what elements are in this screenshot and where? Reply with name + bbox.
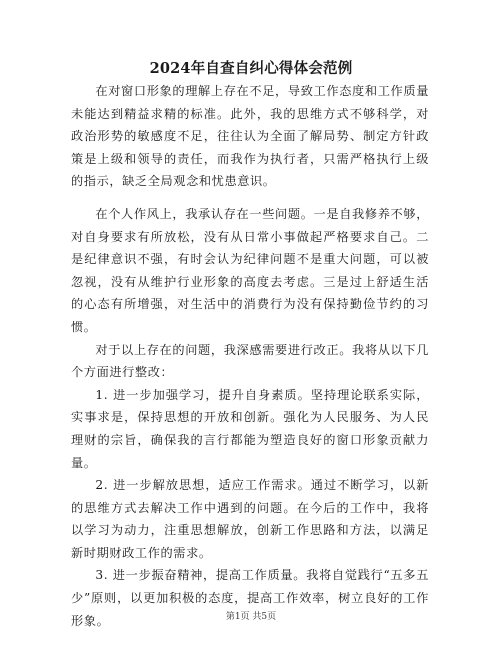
document-title: 2024年自查自纠心得体会范例 — [149, 60, 353, 77]
page-number-footer: 第1页 共5页 — [225, 612, 277, 622]
paragraph-2: 在个人作风上，我承认存在一些问题。一是自我修养不够，对自身要求有所放松，没有从日常小事做起严格要求自己。二是纪律意识不强，有时会认为纪律问题不是重大问题，可以被忽视，没有从维护行业形象的高度去考虑。三是过上舒适生活的心态有所增强，对生活中的消费行为没有保持勤俭节约的习惯。 — [71, 206, 429, 334]
paragraph-4: 1. 进一步加强学习，提升自身素质。坚持理论联系实际，实事求是，保持思想的开放和创新。强化为人民服务、为人民理财的宗旨，确保我的言行都能为塑造良好的窗口形象贡献力量。 — [71, 387, 429, 470]
paragraph-5: 2. 进一步解放思想，适应工作需求。通过不断学习，以新的思维方式去解决工作中遇到的问题。在今后的工作中，我将以学习为动力，注重思想解放，创新工作思路和方法，以满足新时期财政工作的需求。 — [71, 478, 429, 560]
paragraph-1: 在对窗口形象的理解上存在不足，导致工作态度和工作质量未能达到精益求精的标准。此外，我的思维方式不够科学，对政治形势的敏感度不足，往往认为全面了解局势、制定方针政策是上级和领导的责任，而我作为执行者，只需严格执行上级的指示，缺乏全局观念和忧患意识。 — [71, 84, 429, 189]
document-body — [71, 80, 429, 632]
paragraph-6: 3. 进一步振奋精神，提高工作质量。我将自觉践行“五多五少”原则，以更加积极的态度，提高工作效率，树立良好的工作形象。 — [71, 568, 429, 628]
paragraph-3: 对于以上存在的问题，我深感需要进行改正。我将从以下几个方面进行整改： — [71, 342, 429, 380]
